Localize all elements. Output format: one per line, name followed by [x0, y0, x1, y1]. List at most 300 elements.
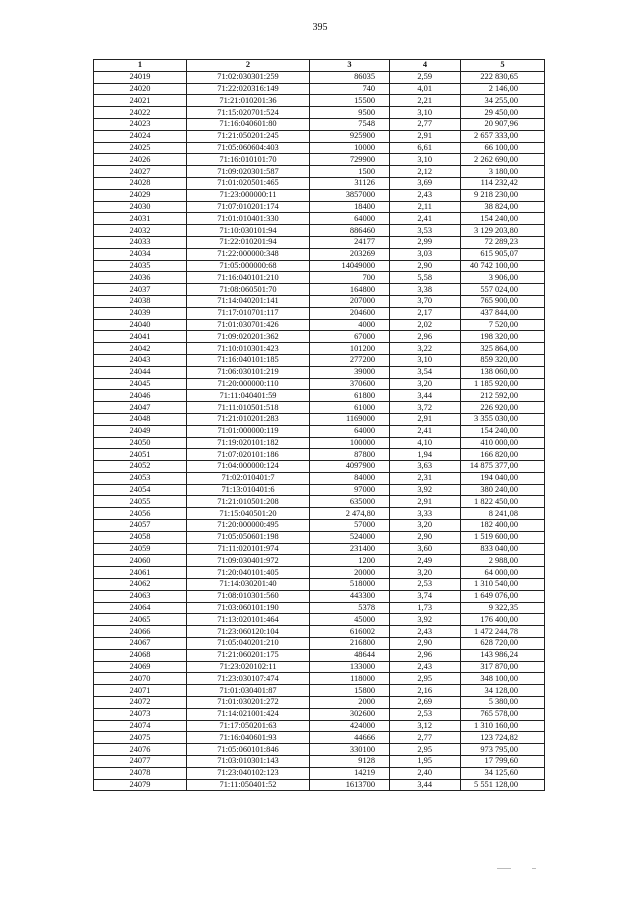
table-cell: 24051	[94, 449, 187, 461]
table-cell: 3 129 203,80	[461, 225, 545, 237]
table-cell: 194 040,00	[461, 472, 545, 484]
table-cell: 24069	[94, 661, 187, 673]
table-cell: 71:01:000000:119	[187, 425, 310, 437]
table-cell: 71:05:050601:198	[187, 531, 310, 543]
table-cell: 3,38	[390, 284, 461, 296]
table-cell: 71:23:020102:11	[187, 661, 310, 673]
table-cell: 1,95	[390, 756, 461, 768]
table-cell: 71:21:010201:283	[187, 413, 310, 425]
table-cell: 166 820,00	[461, 449, 545, 461]
table-cell: 2,90	[390, 531, 461, 543]
table-cell: 24063	[94, 590, 187, 602]
table-row	[94, 130, 545, 142]
table-cell: 71:01:030201:272	[187, 697, 310, 709]
table-row	[94, 413, 545, 425]
table-row	[94, 614, 545, 626]
table-cell: 2,43	[390, 661, 461, 673]
column-header: 1	[94, 60, 187, 72]
table-cell: 3,20	[390, 520, 461, 532]
table-cell: 20000	[310, 567, 390, 579]
table-cell: 71:08:010301:560	[187, 590, 310, 602]
table-cell: 24020	[94, 83, 187, 95]
table-row	[94, 649, 545, 661]
table-cell: 24042	[94, 343, 187, 355]
table-cell: 24023	[94, 118, 187, 130]
table-cell: 182 400,00	[461, 520, 545, 532]
table-cell: 71:05:040201:210	[187, 638, 310, 650]
table-cell: 628 720,00	[461, 638, 545, 650]
table-cell: 15500	[310, 95, 390, 107]
table-cell: 71:01:030401:87	[187, 685, 310, 697]
table-cell: 61800	[310, 390, 390, 402]
table-row	[94, 248, 545, 260]
table-cell: 10000	[310, 142, 390, 154]
table-cell: 765 578,00	[461, 708, 545, 720]
table-cell: 443300	[310, 590, 390, 602]
table-cell: 2 988,00	[461, 555, 545, 567]
table-cell: 207000	[310, 295, 390, 307]
table-cell: 2 474,80	[310, 508, 390, 520]
table-cell: 2,11	[390, 201, 461, 213]
table-cell: 2,17	[390, 307, 461, 319]
table-cell: 3,63	[390, 461, 461, 473]
table-cell: 71:09:030401:972	[187, 555, 310, 567]
table-cell: 3,72	[390, 402, 461, 414]
scan-mark	[532, 868, 536, 869]
table-cell: 3 906,00	[461, 272, 545, 284]
table-cell: 3 180,00	[461, 166, 545, 178]
column-header: 3	[310, 60, 390, 72]
table-cell: 3,44	[390, 779, 461, 791]
column-header: 4	[390, 60, 461, 72]
table-cell: 71:21:010501:208	[187, 496, 310, 508]
table-cell: 24074	[94, 720, 187, 732]
table-cell: 71:07:020101:186	[187, 449, 310, 461]
table-cell: 24025	[94, 142, 187, 154]
table-cell: 71:22:000000:348	[187, 248, 310, 260]
table-cell: 71:05:060101:846	[187, 744, 310, 756]
table-row	[94, 83, 545, 95]
table-cell: 71:23:040102:123	[187, 767, 310, 779]
table-cell: 518000	[310, 579, 390, 591]
table-cell: 3,12	[390, 720, 461, 732]
table-row	[94, 307, 545, 319]
table-header-row	[94, 60, 545, 72]
table-cell: 204600	[310, 307, 390, 319]
table-cell: 176 400,00	[461, 614, 545, 626]
table-cell: 2,40	[390, 767, 461, 779]
table-cell: 71:13:020101:464	[187, 614, 310, 626]
table-row	[94, 744, 545, 756]
table-cell: 24076	[94, 744, 187, 756]
table-cell: 24031	[94, 213, 187, 225]
table-cell: 24047	[94, 402, 187, 414]
table-cell: 24044	[94, 366, 187, 378]
table-cell: 24039	[94, 307, 187, 319]
table-cell: 3,10	[390, 154, 461, 166]
table-row	[94, 402, 545, 414]
table-cell: 71:21:060201:175	[187, 649, 310, 661]
table-cell: 1 472 244,78	[461, 626, 545, 638]
table-cell: 24050	[94, 437, 187, 449]
table-cell: 24073	[94, 708, 187, 720]
table-cell: 71:01:030701:426	[187, 319, 310, 331]
table-cell: 3857000	[310, 189, 390, 201]
table-cell: 3,60	[390, 543, 461, 555]
table-cell: 2,43	[390, 189, 461, 201]
table-cell: 2,91	[390, 413, 461, 425]
table-cell: 2000	[310, 697, 390, 709]
table-cell: 64000	[310, 213, 390, 225]
table-cell: 24032	[94, 225, 187, 237]
table-cell: 2,77	[390, 118, 461, 130]
table-cell: 325 864,00	[461, 343, 545, 355]
table-cell: 66 100,00	[461, 142, 545, 154]
table-cell: 231400	[310, 543, 390, 555]
table-cell: 380 240,00	[461, 484, 545, 496]
table-cell: 71:11:010501:518	[187, 402, 310, 414]
table-cell: 39000	[310, 366, 390, 378]
table-cell: 1,94	[390, 449, 461, 461]
table-cell: 4,10	[390, 437, 461, 449]
table-row	[94, 236, 545, 248]
table-cell: 29 450,00	[461, 107, 545, 119]
table-cell: 317 870,00	[461, 661, 545, 673]
table-row	[94, 708, 545, 720]
table-cell: 9 218 230,00	[461, 189, 545, 201]
table-cell: 87800	[310, 449, 390, 461]
table-cell: 71:08:060501:70	[187, 284, 310, 296]
table-row	[94, 343, 545, 355]
table-cell: 24022	[94, 107, 187, 119]
table-cell: 5378	[310, 602, 390, 614]
table-row	[94, 225, 545, 237]
table-row	[94, 590, 545, 602]
table-row	[94, 189, 545, 201]
table-row	[94, 425, 545, 437]
table-cell: 40 742 100,00	[461, 260, 545, 272]
table-cell: 2,31	[390, 472, 461, 484]
table-cell: 24048	[94, 413, 187, 425]
table-cell: 24061	[94, 567, 187, 579]
table-cell: 203269	[310, 248, 390, 260]
table-cell: 38 824,00	[461, 201, 545, 213]
table-row	[94, 142, 545, 154]
table-cell: 71:03:010301:143	[187, 756, 310, 768]
table-cell: 410 000,00	[461, 437, 545, 449]
table-cell: 616002	[310, 626, 390, 638]
table-cell: 123 724,82	[461, 732, 545, 744]
table-cell: 2,59	[390, 71, 461, 83]
table-row	[94, 201, 545, 213]
table-cell: 3,92	[390, 614, 461, 626]
table-cell: 859 320,00	[461, 354, 545, 366]
table-cell: 24028	[94, 177, 187, 189]
table-cell: 2,53	[390, 579, 461, 591]
table-cell: 101200	[310, 343, 390, 355]
table-cell: 71:10:010301:423	[187, 343, 310, 355]
table-cell: 2,91	[390, 496, 461, 508]
table-cell: 886460	[310, 225, 390, 237]
table-cell: 71:15:020701:524	[187, 107, 310, 119]
table-row	[94, 272, 545, 284]
table-cell: 3,54	[390, 366, 461, 378]
table-cell: 24067	[94, 638, 187, 650]
table-cell: 164800	[310, 284, 390, 296]
table-row	[94, 449, 545, 461]
table-cell: 24079	[94, 779, 187, 791]
table-cell: 3 355 030,00	[461, 413, 545, 425]
table-cell: 71:09:020301:587	[187, 166, 310, 178]
table-cell: 1200	[310, 555, 390, 567]
table-cell: 143 986,24	[461, 649, 545, 661]
table-cell: 24026	[94, 154, 187, 166]
table-row	[94, 626, 545, 638]
table-row	[94, 685, 545, 697]
table-cell: 1 519 600,00	[461, 531, 545, 543]
table-cell: 24043	[94, 354, 187, 366]
table-row	[94, 720, 545, 732]
table-cell: 24078	[94, 767, 187, 779]
page-number: 395	[312, 22, 328, 33]
table-cell: 24049	[94, 425, 187, 437]
table-cell: 86035	[310, 71, 390, 83]
table-cell: 24030	[94, 201, 187, 213]
table-cell: 198 320,00	[461, 331, 545, 343]
table-row	[94, 118, 545, 130]
table-row	[94, 496, 545, 508]
table-cell: 3,10	[390, 107, 461, 119]
table-cell: 5 380,00	[461, 697, 545, 709]
table-cell: 9 322,35	[461, 602, 545, 614]
table-cell: 24040	[94, 319, 187, 331]
table-cell: 4,01	[390, 83, 461, 95]
table-cell: 71:07:010201:174	[187, 201, 310, 213]
table-cell: 71:21:010201:36	[187, 95, 310, 107]
table-cell: 424000	[310, 720, 390, 732]
table-cell: 2,90	[390, 260, 461, 272]
table-cell: 71:16:040601:93	[187, 732, 310, 744]
table-cell: 71:11:050401:52	[187, 779, 310, 791]
table-cell: 277200	[310, 354, 390, 366]
table-cell: 765 900,00	[461, 295, 545, 307]
column-header: 5	[461, 60, 545, 72]
table-row	[94, 579, 545, 591]
table-cell: 2 657 333,00	[461, 130, 545, 142]
table-cell: 24036	[94, 272, 187, 284]
table-cell: 24075	[94, 732, 187, 744]
table-cell: 71:10:030101:94	[187, 225, 310, 237]
table-cell: 24068	[94, 649, 187, 661]
table-cell: 34 255,00	[461, 95, 545, 107]
table-cell: 212 592,00	[461, 390, 545, 402]
table-cell: 71:01:020501:465	[187, 177, 310, 189]
table-cell: 45000	[310, 614, 390, 626]
table-cell: 24058	[94, 531, 187, 543]
table-cell: 67000	[310, 331, 390, 343]
table-row	[94, 673, 545, 685]
table-cell: 24065	[94, 614, 187, 626]
table-cell: 2,95	[390, 744, 461, 756]
table-cell: 2,69	[390, 697, 461, 709]
table-cell: 71:23:000000:11	[187, 189, 310, 201]
table-cell: 84000	[310, 472, 390, 484]
table-cell: 114 232,42	[461, 177, 545, 189]
table-cell: 24077	[94, 756, 187, 768]
table-cell: 2,41	[390, 213, 461, 225]
table-cell: 24053	[94, 472, 187, 484]
table-cell: 2,77	[390, 732, 461, 744]
table-cell: 64000	[310, 425, 390, 437]
table-cell: 24060	[94, 555, 187, 567]
table-cell: 2 262 690,00	[461, 154, 545, 166]
table-cell: 15800	[310, 685, 390, 697]
table-row	[94, 555, 545, 567]
table-cell: 34 128,00	[461, 685, 545, 697]
table-cell: 71:21:050201:245	[187, 130, 310, 142]
table-cell: 71:03:060101:190	[187, 602, 310, 614]
table-cell: 216800	[310, 638, 390, 650]
table-cell: 20 907,96	[461, 118, 545, 130]
table-cell: 71:14:040201:141	[187, 295, 310, 307]
table-row	[94, 461, 545, 473]
table-cell: 2,49	[390, 555, 461, 567]
table-cell: 24054	[94, 484, 187, 496]
table-cell: 635000	[310, 496, 390, 508]
table-cell: 71:06:030101:219	[187, 366, 310, 378]
table-cell: 3,03	[390, 248, 461, 260]
table-cell: 24041	[94, 331, 187, 343]
table-cell: 24038	[94, 295, 187, 307]
table-row	[94, 378, 545, 390]
table-cell: 973 795,00	[461, 744, 545, 756]
table-row	[94, 602, 545, 614]
table-cell: 9500	[310, 107, 390, 119]
table-cell: 24064	[94, 602, 187, 614]
table-cell: 61000	[310, 402, 390, 414]
table-cell: 740	[310, 83, 390, 95]
table-cell: 4097900	[310, 461, 390, 473]
table-cell: 24059	[94, 543, 187, 555]
table-cell: 57000	[310, 520, 390, 532]
table-cell: 14049000	[310, 260, 390, 272]
table-cell: 24070	[94, 673, 187, 685]
table-cell: 71:17:010701:117	[187, 307, 310, 319]
table-cell: 557 024,00	[461, 284, 545, 296]
table-cell: 24027	[94, 166, 187, 178]
table-cell: 3,33	[390, 508, 461, 520]
table-cell: 5 551 128,00	[461, 779, 545, 791]
table-cell: 2,96	[390, 649, 461, 661]
cadastral-value-table	[93, 59, 545, 791]
table-cell: 1500	[310, 166, 390, 178]
table-row	[94, 319, 545, 331]
table-cell: 2,90	[390, 638, 461, 650]
table-cell: 71:11:040401:59	[187, 390, 310, 402]
table-cell: 14219	[310, 767, 390, 779]
table-cell: 3,74	[390, 590, 461, 602]
table-cell: 24056	[94, 508, 187, 520]
table-cell: 302600	[310, 708, 390, 720]
table-cell: 8 241,08	[461, 508, 545, 520]
table-cell: 3,22	[390, 343, 461, 355]
table-cell: 24062	[94, 579, 187, 591]
table-cell: 2,53	[390, 708, 461, 720]
table-cell: 3,44	[390, 390, 461, 402]
table-cell: 18400	[310, 201, 390, 213]
table-row	[94, 779, 545, 791]
table-cell: 7548	[310, 118, 390, 130]
table-row	[94, 531, 545, 543]
table-row	[94, 154, 545, 166]
table-cell: 3,53	[390, 225, 461, 237]
table-cell: 24055	[94, 496, 187, 508]
table-cell: 833 040,00	[461, 543, 545, 555]
table-row	[94, 508, 545, 520]
table-cell: 24024	[94, 130, 187, 142]
table-row	[94, 213, 545, 225]
table-cell: 3,20	[390, 567, 461, 579]
table-cell: 3,70	[390, 295, 461, 307]
table-cell: 24066	[94, 626, 187, 638]
table-cell: 71:17:050201:63	[187, 720, 310, 732]
table-cell: 71:05:000000:68	[187, 260, 310, 272]
table-cell: 24052	[94, 461, 187, 473]
table-row	[94, 437, 545, 449]
table-cell: 1 310 540,00	[461, 579, 545, 591]
table-cell: 71:20:040101:405	[187, 567, 310, 579]
table-cell: 925900	[310, 130, 390, 142]
table-row	[94, 295, 545, 307]
table-cell: 2 146,00	[461, 83, 545, 95]
table-cell: 729900	[310, 154, 390, 166]
table-cell: 2,99	[390, 236, 461, 248]
scan-mark	[497, 868, 511, 869]
table-row	[94, 638, 545, 650]
table-cell: 437 844,00	[461, 307, 545, 319]
table-cell: 2,02	[390, 319, 461, 331]
table-cell: 3,10	[390, 354, 461, 366]
table-row	[94, 472, 545, 484]
table-row	[94, 107, 545, 119]
table-cell: 72 289,23	[461, 236, 545, 248]
table-row	[94, 567, 545, 579]
table-cell: 7 520,00	[461, 319, 545, 331]
table-cell: 71:14:021001:424	[187, 708, 310, 720]
table-cell: 2,12	[390, 166, 461, 178]
table-cell: 1613700	[310, 779, 390, 791]
table-cell: 71:09:020201:362	[187, 331, 310, 343]
table-cell: 24019	[94, 71, 187, 83]
table-cell: 2,43	[390, 626, 461, 638]
column-header: 2	[187, 60, 310, 72]
table-cell: 700	[310, 272, 390, 284]
table-cell: 24029	[94, 189, 187, 201]
table-cell: 71:01:010401:330	[187, 213, 310, 225]
table-cell: 71:02:030301:259	[187, 71, 310, 83]
table-cell: 24057	[94, 520, 187, 532]
table-cell: 24072	[94, 697, 187, 709]
table-cell: 1 649 076,00	[461, 590, 545, 602]
table-row	[94, 390, 545, 402]
table-row	[94, 331, 545, 343]
table-cell: 71:20:000000:110	[187, 378, 310, 390]
table-cell: 348 100,00	[461, 673, 545, 685]
table-row	[94, 71, 545, 83]
table-cell: 330100	[310, 744, 390, 756]
table-cell: 24034	[94, 248, 187, 260]
table-cell: 2,16	[390, 685, 461, 697]
